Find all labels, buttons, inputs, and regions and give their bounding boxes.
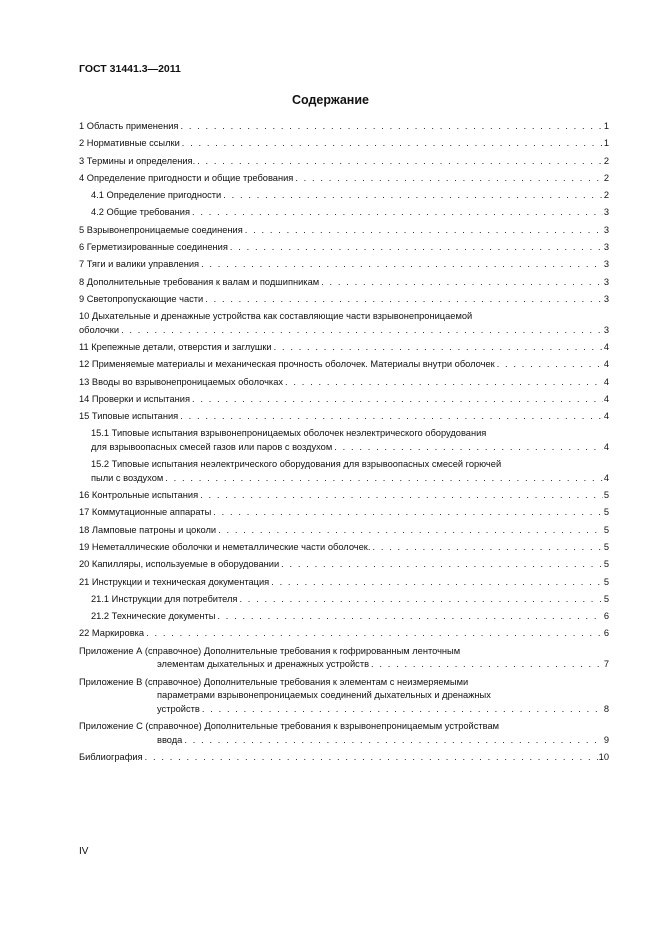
toc-entry-title: 15.2 Типовые испытания неэлектрического оборудования для взрывоопасных смесей горючей [91,459,502,470]
toc-page-number: 5 [603,593,609,604]
dot-leader [213,506,603,520]
toc-entry-title: для взрывоопасных смесей газов или паров с воздухом [91,441,333,452]
toc-page-number: 1 [603,138,609,149]
toc-entry[interactable] [79,293,609,307]
standard-designation: ГОСТ 31441.3—2011 [79,63,181,75]
toc-entry[interactable] [79,541,609,555]
toc-entry-title: Приложение В (справочное) Дополнительные требования к элементам с неизмеряемыми [79,676,469,687]
toc-entry[interactable] [79,645,609,672]
toc-page-number: 3 [603,207,609,218]
toc-entry-title: 20 Капилляры, используемые в оборудовании [79,559,280,570]
toc-entry[interactable] [79,489,609,503]
toc-page-number: 5 [603,541,609,552]
dot-leader [197,155,603,169]
toc-entry-title: Библиография [79,751,143,762]
dot-leader [230,241,603,255]
toc-page-number: 3 [603,259,609,270]
toc-entry-title: 13 Вводы во взрывонепроницаемых оболочках [79,376,284,387]
toc-entry-title: параметрами взрывонепроницаемых соединений дыхательных и дренажных [157,690,491,701]
toc-entry[interactable] [79,241,609,255]
toc-entry[interactable] [79,258,609,272]
dot-leader [202,703,603,717]
toc-entry[interactable] [79,276,609,290]
toc-entry[interactable] [79,458,609,485]
toc-page-number: 2 [603,190,609,201]
dot-leader [182,137,603,151]
toc-page-number: 9 [603,734,609,745]
toc-entry-title: 4.2 Общие требования [91,207,191,218]
toc-entry-title: 2 Нормативные ссылки [79,138,180,149]
dot-leader [281,558,603,572]
toc-entry-title: 17 Коммутационные аппараты [79,507,212,518]
toc-entry[interactable] [79,224,609,238]
toc-entry[interactable] [79,172,609,186]
table-of-contents [79,120,609,768]
toc-entry-title: ввода [157,734,183,745]
toc-entry[interactable] [79,610,609,624]
toc-entry[interactable] [79,206,609,220]
toc-entry-title: 14 Проверки и испытания [79,393,190,404]
page-title: Содержание [291,93,369,107]
toc-entry[interactable] [79,410,609,424]
dot-leader [184,734,602,748]
dot-leader [180,120,602,134]
toc-page-number: 4 [603,376,609,387]
dot-leader [200,489,603,503]
toc-entry-title: 4 Определение пригодности и общие требования [79,172,294,183]
toc-entry[interactable] [79,189,609,203]
toc-page-number: 3 [603,224,609,235]
dot-leader [180,410,603,424]
toc-entry-title: Приложение С (справочное) Дополнительные требования к взрывонепроницаемым устройствам [79,721,500,731]
toc-page-number: 7 [603,659,609,670]
toc-entry-title: устройств [157,703,200,714]
toc-entry[interactable] [79,720,609,747]
toc-entry-title: 1 Область применения [79,121,179,131]
dot-leader [223,189,603,203]
toc-entry[interactable] [79,341,609,355]
toc-entry-title: 21.1 Инструкции для потребителя [91,593,238,604]
toc-page-number: 6 [603,611,609,622]
toc-entry-title: 6 Герметизированные соединения [79,241,228,252]
dot-leader [205,293,603,307]
dot-leader [239,593,602,607]
toc-page-number: 1 [603,121,609,131]
toc-entry[interactable] [79,524,609,538]
toc-page-number: 5 [603,490,609,501]
toc-entry-title: 8 Дополнительные требования к валам и подшипникам [79,276,320,287]
toc-page-number: 4 [603,411,609,422]
dot-leader [295,172,603,186]
toc-entry-title: 18 Ламповые патроны и цоколи [79,524,217,535]
dot-leader [245,224,603,238]
toc-entry-title: 22 Маркировка [79,628,145,639]
dot-leader [165,472,603,486]
toc-page-number: 8 [603,703,609,714]
toc-page-number: 3 [603,324,609,335]
dot-leader [334,441,603,455]
toc-page-number: 5 [603,507,609,518]
dot-leader [218,524,603,538]
dot-leader [371,658,603,672]
toc-page-number: 4 [603,472,609,483]
dot-leader [146,627,603,641]
toc-page-number: 3 [603,241,609,252]
toc-entry[interactable] [79,593,609,607]
toc-entry[interactable] [79,627,609,641]
dot-leader [497,358,603,372]
dot-leader [285,376,603,390]
toc-entry-title: 11 Крепежные детали, отверстия и заглушки [79,341,272,352]
toc-entry-title: 9 Светопропускающие части [79,293,204,304]
toc-entry[interactable] [79,137,609,151]
toc-entry[interactable] [79,558,609,572]
dot-leader [271,576,603,590]
toc-page-number: 4 [603,359,609,370]
dot-leader [121,324,603,338]
toc-entry[interactable] [79,393,609,407]
toc-page-number: 4 [603,441,609,452]
toc-entry-title: 15.1 Типовые испытания взрывонепроницаемых оболочек неэлектрического оборудования [91,428,487,439]
toc-entry-title: 12 Применяемые материалы и механическая прочность оболочек. Материалы внутри оболочек [79,359,495,370]
toc-entry[interactable] [79,427,609,454]
toc-entry-title: 3 Термины и определения. [79,155,196,166]
dot-leader [321,276,603,290]
toc-entry-title: 21 Инструкции и техническая документация [79,576,270,587]
toc-entry-title: 16 Контрольные испытания [79,490,199,501]
toc-page-number: 3 [603,293,609,304]
dot-leader [201,258,603,272]
dot-leader [274,341,603,355]
toc-entry[interactable] [79,155,609,169]
toc-entry-title: пыли с воздухом [91,472,164,483]
toc-entry[interactable] [79,751,609,765]
toc-page-number: 2 [603,155,609,166]
toc-entry[interactable] [79,358,609,372]
toc-entry-title: 7 Тяги и валики управления [79,259,200,270]
toc-page-number: 3 [603,276,609,287]
toc-entry-title: 5 Взрывонепроницаемые соединения [79,224,243,235]
toc-entry-title: Приложение А (справочное) Дополнительные требования к гофрированным ленточным [79,645,461,656]
dot-leader [145,751,598,765]
toc-entry[interactable] [79,576,609,590]
toc-page-number: 5 [603,559,609,570]
toc-page-number: 4 [603,341,609,352]
toc-entry-title: 10 Дыхательные и дренажные устройства как составляющие части взрывонепроницаемой [79,311,473,322]
toc-page-number: 5 [603,576,609,587]
toc-entry[interactable] [79,506,609,520]
toc-entry-title: оболочки [79,324,120,335]
page-number: IV [79,846,89,857]
toc-entry[interactable] [79,120,609,134]
toc-entry[interactable] [79,376,609,390]
toc-entry-title: 21.2 Технические документы [91,611,216,622]
dot-leader [217,610,602,624]
toc-entry[interactable] [79,310,609,337]
dot-leader [372,541,602,555]
toc-page-number: 2 [603,172,609,183]
toc-page-number: 4 [603,393,609,404]
toc-page-number: 6 [603,628,609,639]
dot-leader [192,393,603,407]
toc-page-number: 5 [603,524,609,535]
toc-entry-title: 19 Неметаллические оболочки и неметаллические части оболочек. [79,541,371,552]
toc-entry-title: элементам дыхательных и дренажных устройств [157,659,370,670]
toc-page-number: 10 [598,751,609,762]
toc-entry[interactable] [79,676,609,717]
toc-entry-title: 15 Типовые испытания [79,411,179,422]
dot-leader [192,206,603,220]
toc-entry-title: 4.1 Определение пригодности [91,190,222,201]
